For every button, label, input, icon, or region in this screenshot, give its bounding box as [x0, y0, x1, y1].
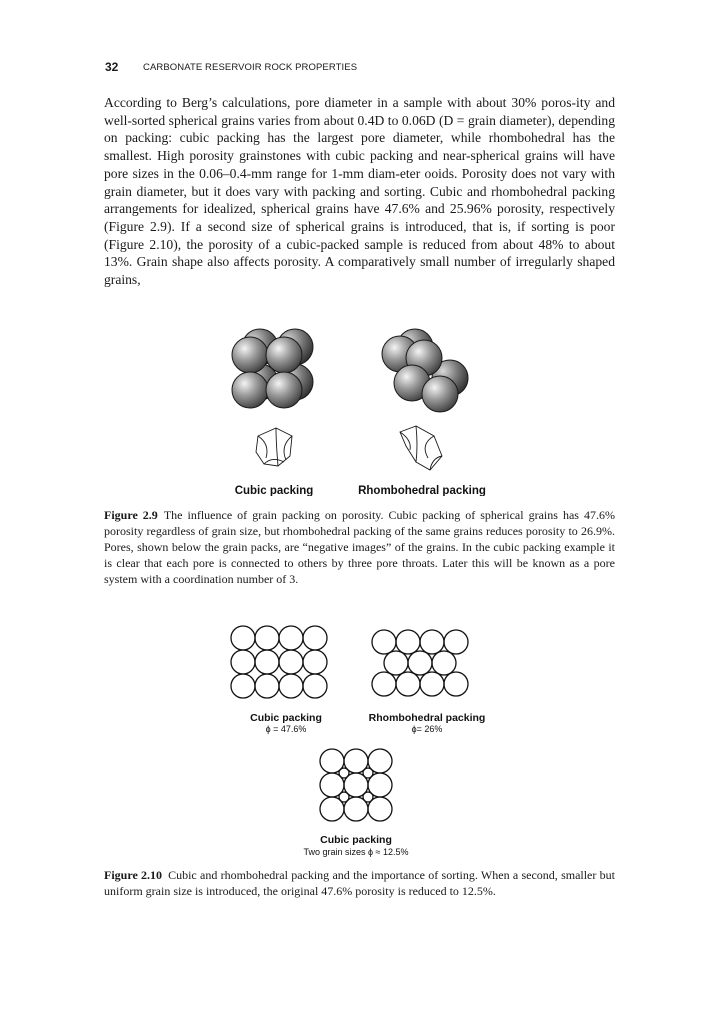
figure-2-10	[228, 620, 498, 860]
cubic-packing-label: Cubic packing	[234, 485, 314, 496]
page-number: 32	[105, 60, 119, 74]
rhombohedral-packing-grid	[372, 630, 468, 696]
cubic-packing-grid	[231, 626, 327, 698]
two-grain-size-grid	[320, 749, 392, 821]
figure-2-9-caption-text: The influence of grain packing on porosity. Cubic packing of spherical grains has 47.6% porosity regardless of grain size, but rhombohedral packing of the same grains reduces porosity to 26.9%. Pores, shown below the grain packs, are “negative images” of the grains. In the cubic packing example it is clear that each pore is connected to others by three pore throats. Later this will be known as a pore system with a coordination number of 3.	[104, 508, 615, 586]
running-head	[105, 61, 625, 77]
body-paragraph: According to Berg’s calculations, pore diameter in a sample with about 30% poros-ity and well-sorted spherical grains varies from about 0.4D to 0.06D (D = grain diameter), depending on packing: cubic packing has the largest pore diameter, while rhombohedral has the smallest. High porosity grainstones with cubic packing and near-spherical grains will have pore sizes in the 0.06–0.4-mm range for 1-mm diam-eter ooids. Porosity does not vary with grain diameter, but it does vary with packing and sorting. Cubic and rhombohedral packing arrangements for idealized, spherical grains have 47.6% and 25.96% porosity, respectively (Figure 2.9). If a second size of spherical grains is introduced, that is, if sorting is poor (Figure 2.10), the porosity of a cubic-packed sample is reduced from about 48% to about 13%. Grain shape also affects porosity. A comparatively small number of irregularly shaped grains,	[104, 95, 615, 288]
two-grain-cubic-title: Cubic packing	[320, 834, 392, 846]
figure-2-9-caption	[104, 507, 615, 587]
rhombohedral-packing-label: Rhombohedral packing	[358, 485, 486, 496]
running-title: CARBONATE RESERVOIR ROCK PROPERTIES	[143, 62, 358, 73]
rhombohedral-sphere-pack	[382, 329, 468, 412]
rhombohedral-pore-shape	[400, 426, 442, 470]
figure-2-10-label: Figure 2.10	[104, 868, 163, 882]
two-grain-cubic-subtitle: Two grain sizes ϕ ≈ 12.5%	[303, 847, 409, 857]
figure-2-10-caption	[104, 867, 615, 899]
figure-2-10-caption-text: Cubic and rhombohedral packing and the importance of sorting. When a second, smaller but uniform grain size is introduced, the original 47.6% porosity is reduced to 12.5%.	[104, 868, 615, 898]
rhombohedral-packing-title: Rhombohedral packing	[368, 712, 486, 724]
cubic-packing-title: Cubic packing	[250, 712, 322, 724]
figure-2-9-label: Figure 2.9	[104, 508, 158, 522]
cubic-packing-porosity: ϕ = 47.6%	[265, 724, 307, 734]
figure-2-9	[220, 318, 500, 496]
rhombohedral-packing-porosity: ϕ= 26%	[411, 724, 443, 734]
cubic-pore-shape	[256, 428, 292, 466]
cubic-sphere-pack	[232, 329, 313, 408]
